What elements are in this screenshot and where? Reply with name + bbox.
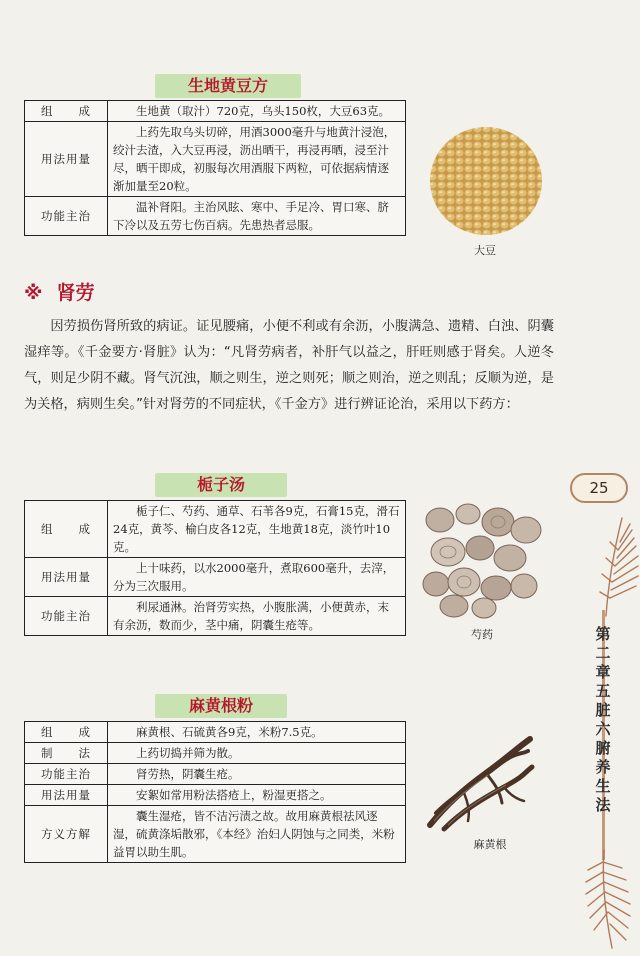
table-row [25,101,406,122]
formula-table [24,500,406,636]
image-caption: 麻黄根 [473,838,507,851]
row-label: 制 法 [25,743,108,764]
table-row [25,558,406,597]
row-label: 功能主治 [25,764,108,785]
row-content: 安絮如常用粉法搭疮上，粉湿更搭之。 [108,785,406,806]
row-content: 麻黄根、石硫黄各9克，米粉7.5克。 [108,722,406,743]
formula-title: 生地黄豆方 [155,74,301,98]
table-row [25,764,406,785]
formula-table [24,721,406,863]
row-label: 组 成 [25,101,108,122]
table-row [25,597,406,636]
row-label: 用法用量 [25,558,108,597]
row-content: 温补肾阳。主治风眩、寒中、手足冷、胃口寒、脐下冷以及五劳七伤百病。先患热者忌服。 [108,197,406,236]
table-row [25,197,406,236]
chapter-label: 第二章 五脏六腑养生法 [595,625,626,814]
section-title: 肾劳 [56,282,95,304]
row-label: 方义方解 [25,806,108,863]
table-row [25,785,406,806]
feather-ornament-top [596,508,640,618]
row-content: 囊生湿疮，皆不洁污渍之故。故用麻黄根祛风逐湿，硫黄涤垢散邪，《本经》治妇人阴蚀与之同类，米粉益胃以助生肌。 [108,806,406,863]
row-content: 上药先取乌头切碎，用酒3000毫升与地黄汁浸泡，绞汁去渣，入大豆再浸，沥出晒干，再浸再晒，浸至汁尽，晒干即成，初服每次用酒服下两粒，可依据病情逐渐加量至20粒。 [108,122,406,197]
table-row [25,743,406,764]
row-content: 上药切捣并筛为散。 [108,743,406,764]
image-caption: 芍药 [471,628,493,641]
formula-title: 麻黄根粉 [155,694,287,718]
feather-ornament-bottom [582,848,634,952]
row-label: 用法用量 [25,785,108,806]
image-caption: 大豆 [474,244,496,257]
section-heading [24,278,95,305]
row-label: 用法用量 [25,122,108,197]
row-content: 上十味药，以水2000毫升，煮取600毫升，去滓，分为三次服用。 [108,558,406,597]
ephedra-root-illustration [424,733,536,833]
row-label: 功能主治 [25,597,108,636]
table-row [25,722,406,743]
table-row [25,122,406,197]
table-row [25,806,406,863]
formula-table [24,100,406,236]
row-content: 利尿通淋。治肾劳实热，小腹胀满，小便黄赤，末有余沥，数而少，茎中痛，阴囊生疮等。 [108,597,406,636]
soybean-illustration [428,125,544,237]
row-label: 功能主治 [25,197,108,236]
section-paragraph: 因劳损伤肾所致的病证。证见腰痛，小便不利或有余沥，小腹满急、遗精、白浊、阴囊湿痒等。《千金要方·肾脏》认为：“凡肾劳病者，补肝气以益之，肝旺则感于肾矣。人逆冬气，则足少阴不藏。肾气沉浊，顺之则生，逆之则死；顺之则治，逆之则乱；反顺为逆，是为关格，病则生矣。”针对肾劳的不同症状，《千金方》进行辨证论治，采用以下药方： [24,319,554,412]
table-row [25,501,406,558]
row-content: 生地黄（取汁）720克，乌头150枚，大豆63克。 [108,101,406,122]
row-content: 栀子仁、芍药、通草、石苇各9克，石膏15克，滑石24克，黄芩、榆白皮各12克，生地黄18克，淡竹叶10克。 [108,501,406,558]
row-label: 组 成 [25,722,108,743]
row-content: 肾劳热，阴囊生疮。 [108,764,406,785]
formula-title: 栀子汤 [155,473,287,497]
page-number: 25 [570,473,628,503]
peony-root-slices-illustration [418,500,546,620]
row-label: 组 成 [25,501,108,558]
reference-mark: ※ [24,282,43,304]
